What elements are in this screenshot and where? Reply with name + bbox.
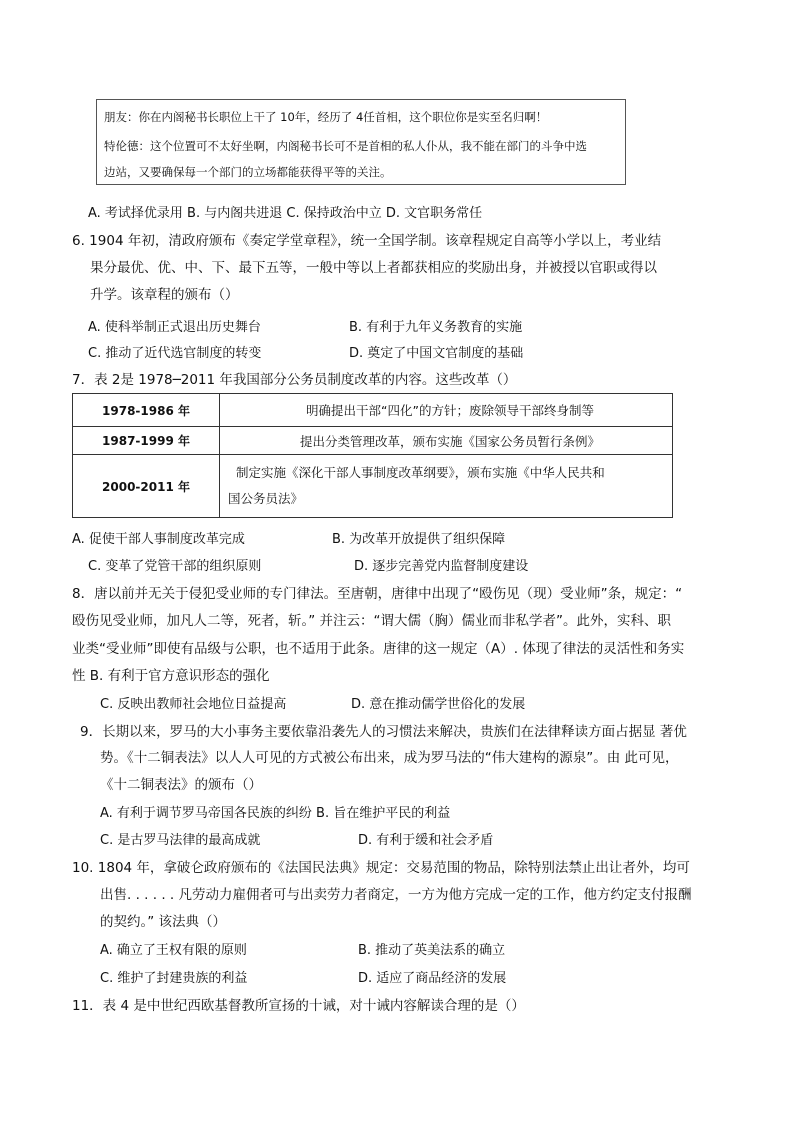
q7-option-c: C. 变革了党管干部的组织原则: [88, 559, 262, 574]
q8-option-d: D. 意在推动儒学世俗化的发展: [351, 697, 526, 712]
q7-stem: 7．表 2是 1978─2011 年我国部分公务员制度改革的内容。这些改革（）: [72, 372, 517, 388]
q9-stem-line-3: 《十二铜表法》的颁布（）: [100, 777, 262, 793]
reform-table: [72, 393, 673, 518]
q9-option-c: C. 是古罗马法律的最高成就: [100, 833, 261, 848]
table-cell-years: 1987-1999 年: [73, 427, 220, 455]
q6-option-c: C. 推动了近代选官制度的转变: [88, 346, 262, 361]
table-row: [73, 455, 673, 518]
q8-stem-line-4: 性 B. 有利于官方意识形态的强化: [72, 668, 270, 684]
q10-option-c: C. 维护了封建贵族的利益: [100, 971, 248, 986]
q6-stem-line-2: 果分最优、优、中、下、最下五等，一般中等以上者都获相应的奖励出身，并被授以官职或得以: [90, 260, 657, 276]
q6-option-a: A. 使科举制正式退出历史舞台: [88, 320, 261, 335]
table-cell-content: [220, 427, 673, 455]
q10-option-b: B. 推动了英美法系的确立: [358, 943, 506, 958]
q10-stem-line-2: 出售. . . . . . 凡劳动力雇佣者可与出卖劳力者商定，一方为他方完成一定的工作，他方约定支付报酬: [100, 887, 692, 903]
q10-stem-line-1: 10. 1804 年，拿破仑政府颁布的《法国民法典》规定：交易范围的物品，除特别法禁止出让者外，均可: [72, 860, 690, 876]
table-cell-years: 2000-2011 年: [73, 455, 220, 518]
table-cell-content: [220, 455, 673, 518]
table-row: [73, 427, 673, 455]
table-cell-text-line-2: 国公务员法》: [228, 491, 304, 506]
q6-option-d: D. 奠定了中国文官制度的基础: [349, 346, 524, 361]
table-row: [73, 394, 673, 427]
table-cell-text: 提出分类管理改革，颁布实施《国家公务员暂行条例》: [299, 433, 600, 449]
q9-stem-line-1: 9．长期以来，罗马的大小事务主要依靠沿袭先人的习惯法来解决，贵族们在法律释读方面占据显 著优: [80, 724, 687, 740]
q7-option-d: D. 逐步完善党内监督制度建设: [354, 559, 529, 574]
q10-option-d: D. 适应了商品经济的发展: [358, 971, 507, 986]
q7-option-a: A. 促使干部人事制度改革完成: [72, 532, 245, 547]
q6-stem-line-3: 升学。该章程的颁布（）: [90, 287, 239, 303]
q9-stem-line-2: 势。《十二铜表法》以人人可见的方式被公布出来，成为罗马法的“伟大建构的源泉”。由 此可见，: [100, 750, 679, 766]
table-cell-content: [220, 394, 673, 427]
quote-box: [96, 99, 626, 185]
table-cell-years: 1978-1986 年: [73, 394, 220, 427]
q5-options: A. 考试择优录用 B. 与内阁共进退 C. 保持政治中立 D. 文官职务常任: [88, 206, 483, 221]
q9-option-a-b: A. 有利于调节罗马帝国各民族的纠纷 B. 旨在维护平民的利益: [100, 806, 451, 821]
q8-stem-line-2: 殴伤见受业师，加凡人二等，死者，斩。” 并注云：“谓大儒（胸）儒业而非私学者”。此外，实科、职: [72, 613, 672, 629]
q8-stem-line-1: 8．唐以前并无关于侵犯受业师的专门律法。至唐朝，唐律中出现了“殴伤见（现）受业师”条，规定：“: [72, 586, 683, 602]
q6-stem-line-1: 6. 1904 年初，清政府颁布《奏定学堂章程》，统一全国学制。该章程规定自高等小学以上，考业结: [72, 233, 662, 249]
q8-stem-line-3: 业类“受业师”即使有品级与公职，也不适用于此条。唐律的这一规定（A）. 体现了律法的灵活性和务实: [72, 641, 685, 657]
q10-stem-line-3: 的契约。” 该法典（）: [100, 914, 227, 930]
q6-option-b: B. 有利于九年义务教育的实施: [349, 320, 523, 335]
quote-line-3: 边站，又要确保每一个部门的立场都能获得平等的关注。: [104, 165, 392, 179]
q9-option-d: D. 有利于缓和社会矛盾: [358, 833, 494, 848]
q7-option-b: B. 为改革开放提供了组织保障: [332, 532, 506, 547]
quote-line-1: 朋友：你在内阁秘书长职位上干了 10年，经历了 4任首相，这个职位你是实至名归啊！: [104, 110, 548, 124]
q11-stem: 11．表 4 是中世纪西欧基督教所宣扬的十诫，对十诫内容解读合理的是（）: [72, 998, 525, 1014]
q8-option-c: C. 反映出教师社会地位日益提高: [100, 697, 287, 712]
q10-option-a: A. 确立了王权有限的原则: [100, 943, 247, 958]
table-cell-text: 明确提出干部“四化”的方针；废除领导干部终身制等: [306, 403, 594, 418]
quote-line-2: 特伦德：这个位置可不太好坐啊，内阁秘书长可不是首相的私人仆从，我不能在部门的斗争中选: [104, 139, 587, 153]
table-cell-text-line-1: 制定实施《深化干部人事制度改革纲要》，颁布实施《中华人民共和: [236, 465, 605, 480]
